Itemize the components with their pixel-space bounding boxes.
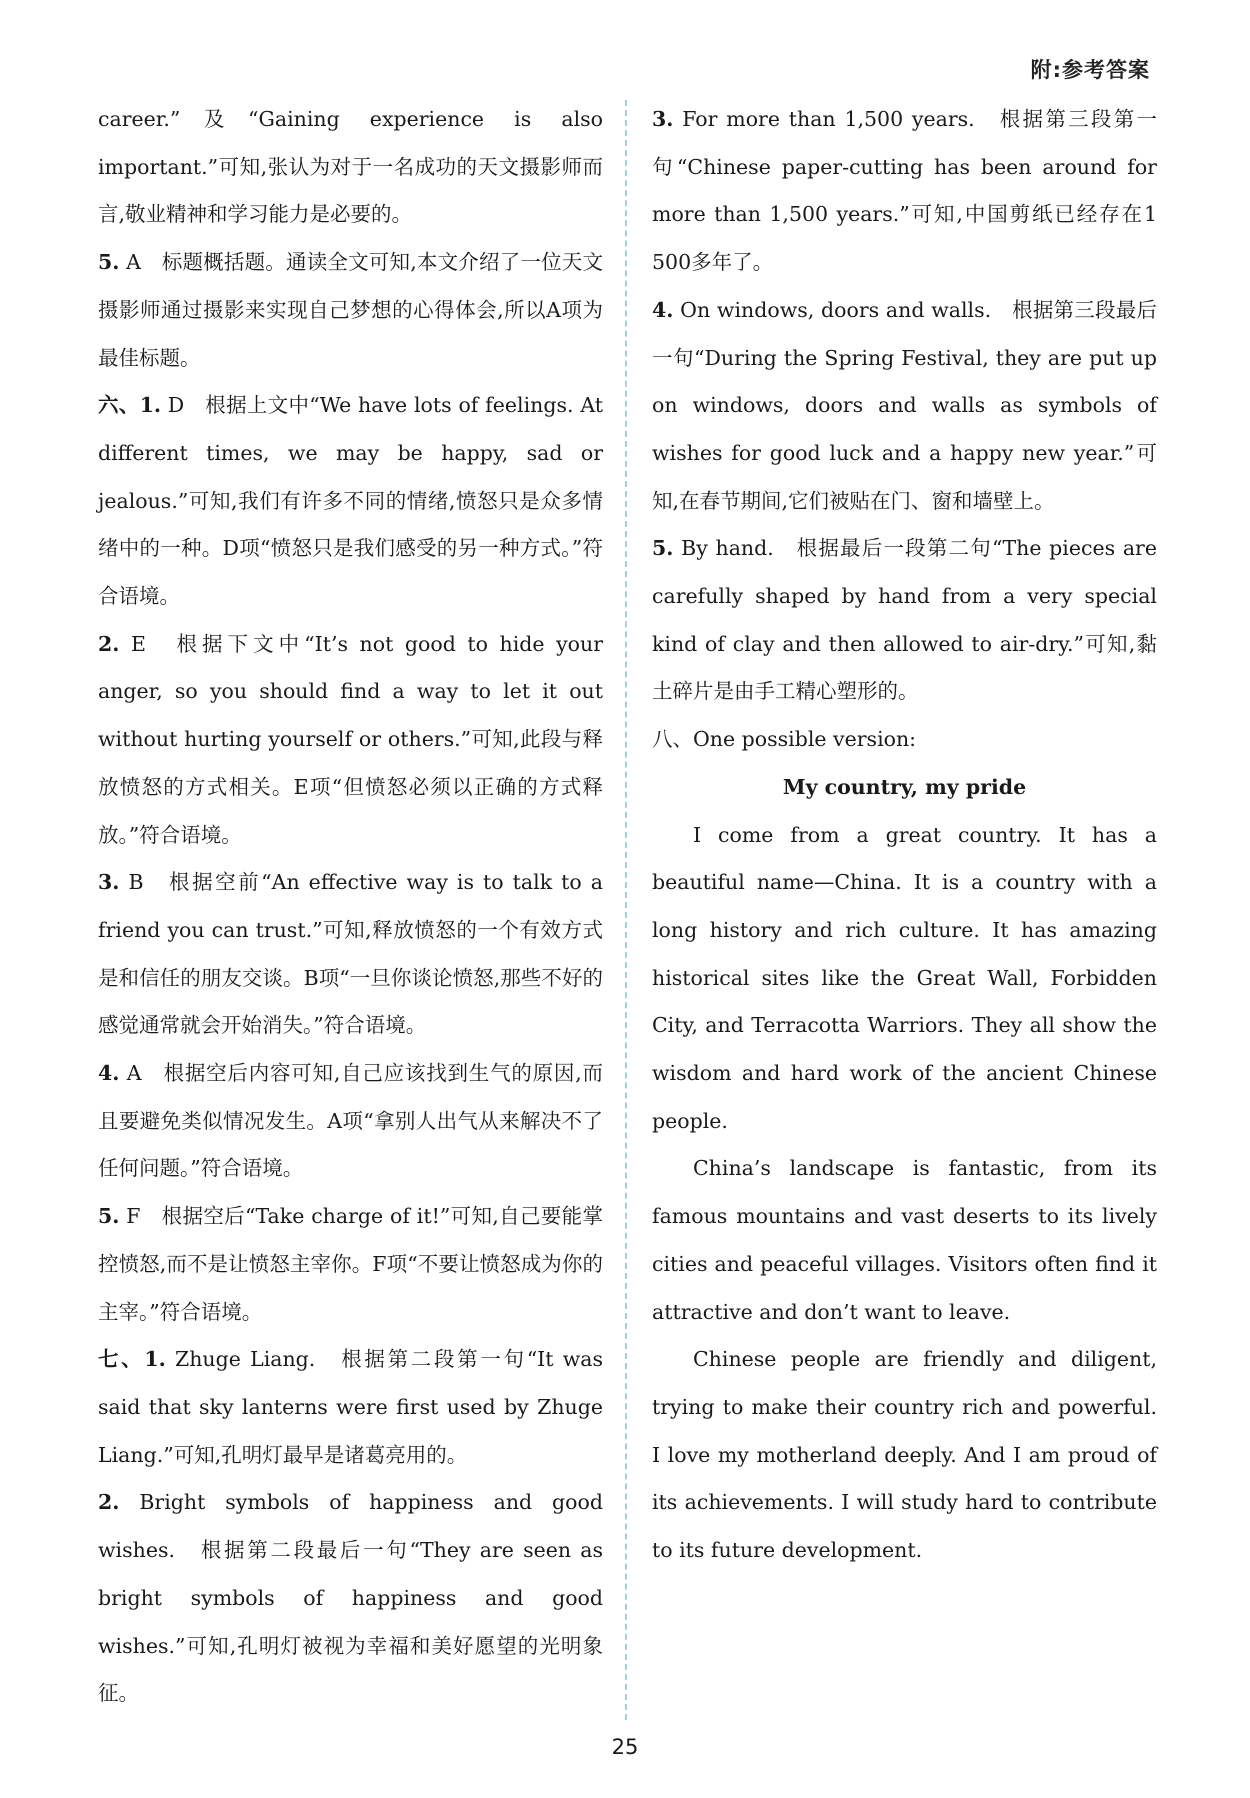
left-column (98, 96, 603, 1718)
essay-paragraph: I come from a great country. It has a beautiful name—China. It is a country with a long history and rich culture. It has amazing historical sites like the Great Wall, Forbidden City, and Terracotta Warriors. They all show the wisdom and hard work of the ancient Chinese people. (652, 822, 1157, 1133)
answer-item: 3. For more than 1,500 years. 根据第三段第一句“Chinese paper-cutting has been around for more than 1,500 years.”可知,中国剪纸已经存在1 500多年了。 (652, 107, 1157, 275)
essay-paragraph: China’s landscape is fantastic, from its famous mountains and vast deserts to its lively cities and peaceful villages. Visitors often find it attractive and don’t want to leave. (652, 1156, 1157, 1324)
answer-item: 3. B 根据空前“An effective way is to talk to a friend you can trust.”可知,释放愤怒的一个有效方式是和信任的朋友交谈。B项“一旦你谈论愤怒,那些不好的感觉通常就会开始消失。”符合语境。 (98, 870, 603, 1038)
page-number: 25 (611, 1735, 639, 1759)
answer-item: 4. On windows, doors and walls. 根据第三段最后一句“During the Spring Festival, they are put up on windows, doors and walls as symbols of wishes for good luck and a happy new year.”可知,在春节期间,它们被贴在门、窗和墙壁上。 (652, 297, 1157, 513)
essay-title: My country, my pride (782, 774, 1027, 799)
essay-paragraph: Chinese people are friendly and diligent, trying to make their country rich and powerful. I love my motherland deeply. And I am proud of its achievements. I will study hard to contribute to its future development. (652, 1347, 1157, 1563)
column-divider (625, 100, 627, 1720)
answer-item: 2. Bright symbols of happiness and good wishes. 根据第二段最后一句“They are seen as bright symbols of happiness and good wishes.”可知,孔明灯被视为幸福和美好愿望的光明象征。 (98, 1490, 603, 1706)
answer-item: 4. A 根据空后内容可知,自己应该找到生气的原因,而且要避免类似情况发生。A项“拿别人出气从来解决不了任何问题。”符合语境。 (98, 1061, 603, 1181)
answer-item: 六、1. D 根据上文中“We have lots of feelings. At different times, we may be happy, sad or jealous.”可知,我们有许多不同的情绪,愤怒只是众多情绪中的一种。D项“愤怒只是我们感受的另一种方式。”符合语境。 (98, 393, 603, 609)
right-column (652, 96, 1157, 1575)
answer-item: 5. F 根据空后“Take charge of it!”可知,自己要能掌控愤怒,而不是让愤怒主宰你。F项“不要让愤怒成为你的主宰。”符合语境。 (98, 1204, 603, 1324)
essay-intro: 八、One possible version: (652, 727, 917, 752)
answer-item: 七、1. Zhuge Liang. 根据第二段第一句“It was said that sky lanterns were first used by Zhuge Liang.”可知,孔明灯最早是诸葛亮用的。 (98, 1347, 603, 1467)
page-header: 附:参考答案 (1030, 58, 1150, 82)
answer-item: 5. By hand. 根据最后一段第二句“The pieces are carefully shaped by hand from a very special kind of clay and then allowed to air-dry.”可知,黏土碎片是由手工精心塑形的。 (652, 536, 1157, 704)
answer-item: career.”及“Gaining experience is also important.”可知,张认为对于一名成功的天文摄影师而言,敬业精神和学习能力是必要的。 (98, 107, 603, 227)
answer-item: 2. E 根据下文中“It’s not good to hide your anger, so you should find a way to let it out without hurting yourself or others.”可知,此段与释放愤怒的方式相关。E项“但愤怒必须以正确的方式释放。”符合语境。 (98, 631, 603, 847)
answer-item: 5. A 标题概括题。通读全文可知,本文介绍了一位天文摄影师通过摄影来实现自己梦想的心得体会,所以A项为最佳标题。 (98, 250, 603, 370)
